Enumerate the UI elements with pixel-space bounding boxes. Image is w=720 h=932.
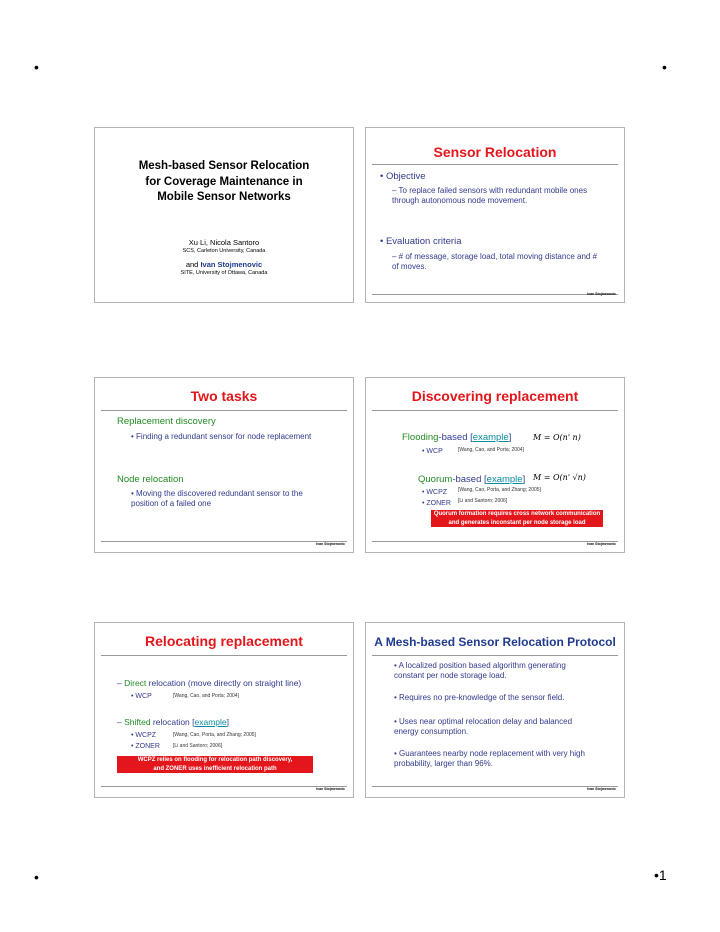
bullet: Uses near optimal relocation delay and balanced energy consumption.: [394, 717, 573, 737]
bullet: Moving the discovered redundant sensor to the position of a failed one: [131, 489, 303, 509]
slide-title: [94, 127, 354, 303]
heading: Node relocation: [117, 474, 184, 485]
quorum-label: Quorum: [418, 474, 453, 485]
corner-dot: •: [662, 59, 667, 75]
page-number: •1: [654, 867, 667, 883]
slide-title-text: Discovering replacement: [411, 388, 579, 404]
reference: [Wang, Cao, Porta, and Zhang; 2005]: [458, 487, 541, 493]
shifted-label: Shifted: [124, 717, 151, 727]
authors: Xu Li, Nicola Santoro: [188, 238, 260, 247]
quorum-formula: M = O(n' √n): [533, 473, 586, 482]
sub-bullet: – To replace failed sensors with redundant mobile ones through autonomous node movement.: [392, 186, 588, 206]
protocol-zoner: ZONER: [426, 500, 451, 507]
slide-relocating-replacement: Relocating replacement – Direct relocation (move directly on straight line) • WCP [Wang, Cao, and Porta; 2004] – Shifted relocation [example] • WCPZ [Wang, Cao, Porta, and Zhang; 2005] • ZONER [Li and Santoro; 2006] WCPZ relies on flooding for relocation path discovery, and ZONER uses inefficient relocation path Ivan Stojmenovic: [94, 622, 354, 798]
protocol-wcpz: WCPZ: [426, 489, 448, 496]
title-line: for Coverage Maintenance in: [145, 175, 303, 188]
warning-note: Quorum formation requires cross network communication and generates inconstant per node storage load: [431, 510, 603, 527]
bullet: Objective: [385, 171, 426, 182]
bullet: A localized position based algorithm generating constant per node storage load.: [394, 661, 566, 681]
slide-discovering-replacement: Discovering replacement Flooding-based [example] M = O(n' n) • WCP [Wang, Cao, and Porta; 2004] Quorum-based [example] M = O(n' √n) • WCPZ [Wang, Cao, Porta, and Zhang; 2005] • ZONER [Li and Santoro; 2006] Quorum formation requires cross network communication and generates inconstant per node storage load Ivan Stojmenovic: [365, 377, 625, 553]
title-line: Mesh-based Sensor Relocation: [138, 160, 310, 172]
flooding-formula: M = O(n' n): [533, 433, 581, 442]
reference: [Li and Santoro; 2006]: [458, 498, 508, 504]
affiliation: SITE, University of Ottawa, Canada: [180, 270, 268, 276]
slide-mesh-protocol: A Mesh-based Sensor Relocation Protocol • A localized position based algorithm generating constant per node storage load. • Requires no pre-knowledge of the sensor field. • Uses near optimal relocation delay and balanced energy consumption. • Guarantees nearby node replacement with very high probability, larger than 96%. Ivan Stojmenovic: [365, 622, 625, 798]
and-text: and: [185, 260, 199, 269]
example-link[interactable]: example: [194, 717, 227, 727]
sub-bullet: – # of message, storage load, total moving distance and # of moves.: [392, 252, 598, 272]
example-link[interactable]: example: [486, 474, 523, 485]
footer-author: Ivan Stojmenovic: [316, 787, 345, 791]
reference: [Wang, Cao, Porta, and Zhang; 2005]: [173, 732, 256, 738]
protocol-zoner: ZONER: [135, 743, 160, 750]
protocol-wcpz: WCPZ: [135, 732, 157, 739]
reference: [Wang, Cao, and Porta; 2004]: [458, 447, 524, 453]
title-line: Mobile Sensor Networks: [157, 191, 291, 204]
heading: Replacement discovery: [117, 416, 216, 427]
warning-note: WCPZ relies on flooding for relocation path discovery, and ZONER uses inefficient relocation path: [117, 756, 313, 773]
direct-label: Direct: [124, 678, 147, 688]
protocol-wcp: WCP: [135, 693, 152, 700]
footer-author: Ivan Stojmenovic: [587, 542, 616, 546]
slide-title-text: Sensor Relocation: [433, 144, 557, 160]
example-link[interactable]: example: [472, 432, 509, 443]
footer-author: Ivan Stojmenovic: [587, 787, 616, 791]
bullet: Requires no pre-knowledge of the sensor field.: [399, 693, 565, 702]
corner-dot: •: [34, 869, 39, 885]
bullet: Guarantees nearby node replacement with very high probability, larger than 96%.: [394, 749, 585, 769]
slide-title-text: A Mesh-based Sensor Relocation Protocol: [374, 635, 616, 649]
bullet: Finding a redundant sensor for node replacement: [136, 432, 312, 441]
bullet: Evaluation criteria: [385, 236, 462, 247]
footer-author: Ivan Stojmenovic: [316, 542, 345, 546]
slide-title-text: Two tasks: [190, 388, 258, 404]
flooding-label: Flooding: [402, 432, 439, 443]
slide-title-text: Relocating replacement: [145, 633, 303, 649]
footer-author: Ivan Stojmenovic: [587, 292, 616, 296]
slide-sensor-relocation: Sensor Relocation • Objective – To replace failed sensors with redundant mobile ones through autonomous node movement. • Evaluation criteria – # of message, storage load, total moving distance and # of moves. Ivan Stojmenovic: [365, 127, 625, 303]
reference: [Li and Santoro; 2006]: [173, 743, 223, 749]
author-highlight: Ivan Stojmenovic: [200, 260, 263, 269]
slide-two-tasks: Two tasks Replacement discovery • Finding a redundant sensor for node replacement Node relocation • Moving the discovered redundant sensor to the position of a failed one Ivan Stojmenovic: [94, 377, 354, 553]
protocol-wcp: WCP: [426, 448, 443, 455]
corner-dot: •: [34, 59, 39, 75]
affiliation: SCS, Carleton University, Canada: [182, 248, 266, 254]
reference: [Wang, Cao, and Porta; 2004]: [173, 693, 239, 699]
